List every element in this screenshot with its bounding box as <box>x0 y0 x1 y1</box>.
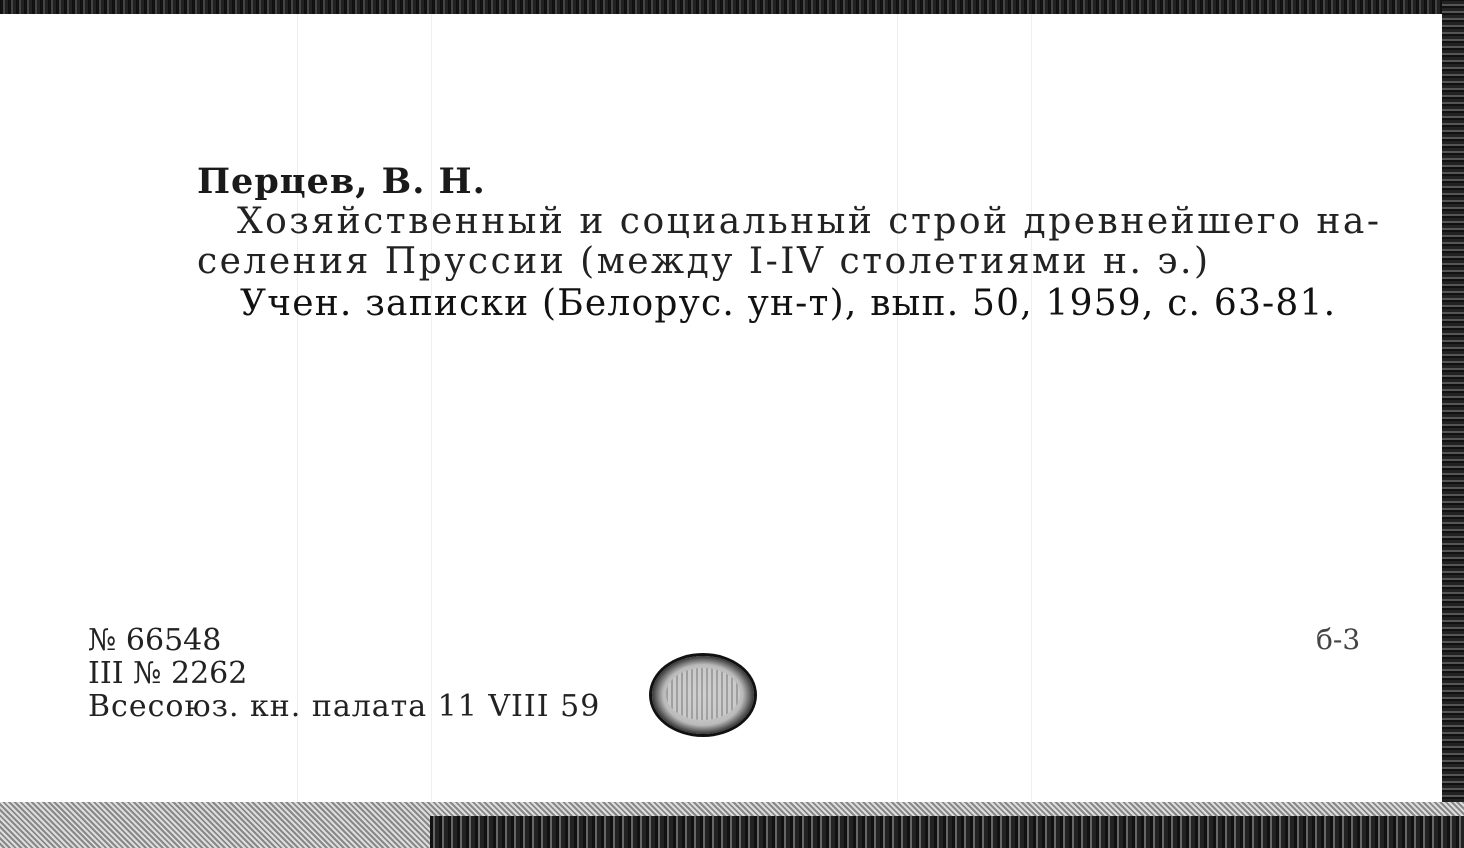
card-right-edge <box>1442 0 1464 848</box>
title-line-1: Хозяйственный и социальный строй древнейшего на- <box>237 201 1382 242</box>
record-number: № 66548 <box>88 623 222 658</box>
chamber-stamp: Всесоюз. кн. палата 11 VIII 59 <box>88 689 601 724</box>
author: Перцев, В. Н. <box>197 161 486 202</box>
series-number: III № 2262 <box>88 656 248 691</box>
title-line-2: селения Пруссии (между I-IV столетиями н. э.) <box>197 241 1211 282</box>
source-citation: Учен. записки (Белорус. ун-т), вып. 50, 1959, с. 63-81. <box>240 283 1337 324</box>
catalog-card <box>0 14 1442 802</box>
classification-code: б-3 <box>1316 623 1361 656</box>
card-bottom-edge <box>0 802 1464 848</box>
punch-hole <box>652 656 754 734</box>
card-top-edge <box>0 0 1464 14</box>
